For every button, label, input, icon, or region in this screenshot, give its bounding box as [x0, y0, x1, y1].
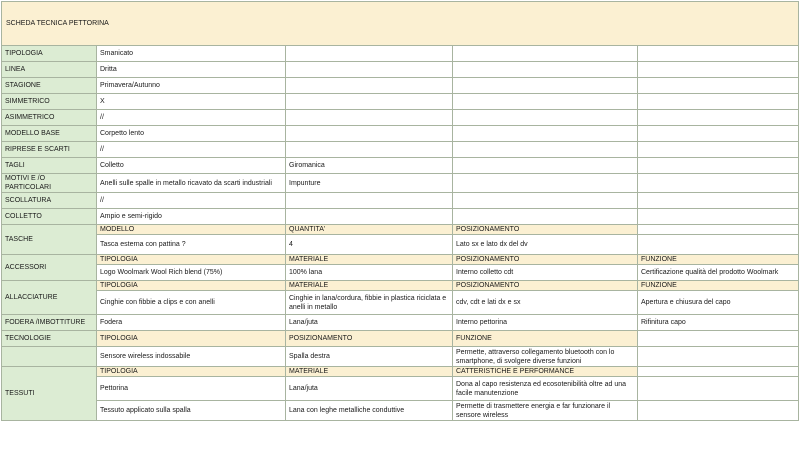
cell-colletto[interactable]: Ampio e semi-rigido — [97, 209, 286, 225]
label-tecnologie[interactable]: TECNOLOGIE — [2, 331, 97, 347]
empty-cell[interactable] — [638, 209, 799, 225]
label-tasche[interactable]: TASCHE — [2, 225, 97, 255]
accessori-header-posizionamento[interactable]: POSIZIONAMENTO — [453, 255, 638, 265]
empty-cell[interactable] — [453, 158, 638, 174]
accessori-materiale[interactable]: 100% lana — [286, 265, 453, 281]
tecnologie-tipologia[interactable]: Sensore wireless indossabile — [97, 347, 286, 367]
allacciature-header-funzione[interactable]: FUNZIONE — [638, 281, 799, 291]
empty-cell[interactable] — [453, 94, 638, 110]
tessuti-header-tipologia[interactable]: TIPOLOGIA — [97, 367, 286, 377]
cell-linea[interactable]: Dritta — [97, 62, 286, 78]
tessuti-row2-materiale[interactable]: Lana con leghe metalliche conduttive — [286, 401, 453, 421]
label-allacciature[interactable]: ALLACCIATURE — [2, 281, 97, 315]
label-motivi[interactable]: MOTIVI E /O PARTICOLARI — [2, 174, 97, 193]
label-scollatura[interactable]: SCOLLATURA — [2, 193, 97, 209]
cell-riprese[interactable]: // — [97, 142, 286, 158]
allacciature-materiale[interactable]: Cinghie in lana/cordura, fibbie in plastica riciclata e anelli in metallo — [286, 291, 453, 315]
tasche-header-posizionamento[interactable]: POSIZIONAMENTO — [453, 225, 638, 235]
tessuti-header-materiale[interactable]: MATERIALE — [286, 367, 453, 377]
empty-cell[interactable] — [638, 94, 799, 110]
empty-cell[interactable] — [638, 142, 799, 158]
empty-cell[interactable] — [286, 110, 453, 126]
label-modello-base[interactable]: MODELLO BASE — [2, 126, 97, 142]
technical-sheet-table — [1, 1, 799, 421]
tessuti-row2-caratteristiche[interactable]: Permette di trasmettere energia e far funzionare il sensore wireless — [453, 401, 638, 421]
cell-asimmetrico[interactable]: // — [97, 110, 286, 126]
label-tagli[interactable]: TAGLI — [2, 158, 97, 174]
label-colletto[interactable]: COLLETTO — [2, 209, 97, 225]
cell-tagli-2[interactable]: Giromanica — [286, 158, 453, 174]
empty-cell[interactable] — [453, 126, 638, 142]
tasche-header-modello[interactable]: MODELLO — [97, 225, 286, 235]
tasche-modello[interactable]: Tasca esterna con pattina ? — [97, 235, 286, 255]
tecnologie-header-posizionamento[interactable]: POSIZIONAMENTO — [286, 331, 453, 347]
cell-motivi-2[interactable]: Impunture — [286, 174, 453, 193]
empty-cell[interactable] — [638, 377, 799, 401]
empty-cell[interactable] — [286, 209, 453, 225]
label-stagione[interactable]: STAGIONE — [2, 78, 97, 94]
empty-cell[interactable] — [638, 110, 799, 126]
accessori-tipologia[interactable]: Logo Woolmark Wool Rich blend (75%) — [97, 265, 286, 281]
tessuti-header-caratteristiche[interactable]: CATTERISTICHE E PERFORMANCE — [453, 367, 638, 377]
empty-cell[interactable] — [453, 142, 638, 158]
tasche-header-quantita[interactable]: QUANTITA' — [286, 225, 453, 235]
label-tipologia[interactable]: TIPOLOGIA — [2, 46, 97, 62]
allacciature-header-posizionamento[interactable]: POSIZIONAMENTO — [453, 281, 638, 291]
cell-tagli[interactable]: Colletto — [97, 158, 286, 174]
tessuti-row1-tipologia[interactable]: Pettorina — [97, 377, 286, 401]
cell-tipologia[interactable]: Smanicato — [97, 46, 286, 62]
empty-cell[interactable] — [638, 193, 799, 209]
allacciature-funzione[interactable]: Apertura e chiusura del capo — [638, 291, 799, 315]
empty-cell[interactable] — [638, 225, 799, 235]
tecnologie-header-funzione[interactable]: FUNZIONE — [453, 331, 638, 347]
allacciature-header-materiale[interactable]: MATERIALE — [286, 281, 453, 291]
cell-scollatura[interactable]: // — [97, 193, 286, 209]
tessuti-row1-materiale[interactable]: Lana/juta — [286, 377, 453, 401]
empty-cell[interactable] — [638, 331, 799, 347]
empty-cell[interactable] — [286, 46, 453, 62]
label-accessori[interactable]: ACCESSORI — [2, 255, 97, 281]
empty-cell[interactable] — [638, 401, 799, 421]
empty-cell[interactable] — [638, 158, 799, 174]
label-empty[interactable] — [2, 347, 97, 367]
allacciature-posizionamento[interactable]: cdv, cdt e lati dx e sx — [453, 291, 638, 315]
empty-cell[interactable] — [638, 46, 799, 62]
empty-cell[interactable] — [453, 46, 638, 62]
tasche-posizionamento[interactable]: Lato sx e lato dx del dv — [453, 235, 638, 255]
empty-cell[interactable] — [453, 174, 638, 193]
empty-cell[interactable] — [638, 347, 799, 367]
cell-motivi[interactable]: Anelli sulle spalle in metallo ricavato da scarti industriali — [97, 174, 286, 193]
label-riprese[interactable]: RIPRESE E SCARTI — [2, 142, 97, 158]
tecnologie-funzione[interactable]: Permette, attraverso collegamento bluetooth con lo smartphone, di svolgere diverse funzioni — [453, 347, 638, 367]
empty-cell[interactable] — [638, 174, 799, 193]
allacciature-tipologia[interactable]: Cinghie con fibbie a clips e con anelli — [97, 291, 286, 315]
empty-cell[interactable] — [638, 62, 799, 78]
accessori-header-funzione[interactable]: FUNZIONE — [638, 255, 799, 265]
label-asimmetrico[interactable]: ASIMMETRICO — [2, 110, 97, 126]
empty-cell[interactable] — [638, 235, 799, 255]
fodera-posizionamento[interactable]: Interno pettorina — [453, 315, 638, 331]
accessori-posizionamento[interactable]: Interno colletto cdt — [453, 265, 638, 281]
empty-cell[interactable] — [286, 94, 453, 110]
empty-cell[interactable] — [453, 209, 638, 225]
empty-cell[interactable] — [453, 62, 638, 78]
empty-cell[interactable] — [286, 62, 453, 78]
cell-stagione[interactable]: Primavera/Autunno — [97, 78, 286, 94]
accessori-header-tipologia[interactable]: TIPOLOGIA — [97, 255, 286, 265]
tessuti-row1-caratteristiche[interactable]: Dona al capo resistenza ed ecosotenibilità oltre ad una facile manutenzione — [453, 377, 638, 401]
empty-cell[interactable] — [286, 142, 453, 158]
label-linea[interactable]: LINEA — [2, 62, 97, 78]
fodera-funzione[interactable]: Rifinitura capo — [638, 315, 799, 331]
tessuti-row2-tipologia[interactable]: Tessuto applicato sulla spalla — [97, 401, 286, 421]
fodera-tipologia[interactable]: Fodera — [97, 315, 286, 331]
empty-cell[interactable] — [453, 78, 638, 94]
empty-cell[interactable] — [453, 193, 638, 209]
tecnologie-header-tipologia[interactable]: TIPOLOGIA — [97, 331, 286, 347]
empty-cell[interactable] — [638, 78, 799, 94]
label-tessuti[interactable]: TESSUTI — [2, 367, 97, 421]
empty-cell[interactable] — [286, 78, 453, 94]
cell-modello-base[interactable]: Corpetto lento — [97, 126, 286, 142]
fodera-materiale[interactable]: Lana/juta — [286, 315, 453, 331]
accessori-funzione[interactable]: Certificazione qualità del prodotto Woolmark — [638, 265, 799, 281]
allacciature-header-tipologia[interactable]: TIPOLOGIA — [97, 281, 286, 291]
cell-simmetrico[interactable]: X — [97, 94, 286, 110]
empty-cell[interactable] — [638, 367, 799, 377]
tecnologie-posizionamento[interactable]: Spalla destra — [286, 347, 453, 367]
label-fodera[interactable]: FODERA /IMBOTTITURE — [2, 315, 97, 331]
sheet-title[interactable]: SCHEDA TECNICA PETTORINA — [2, 2, 799, 46]
tasche-quantita[interactable]: 4 — [286, 235, 453, 255]
empty-cell[interactable] — [286, 193, 453, 209]
accessori-header-materiale[interactable]: MATERIALE — [286, 255, 453, 265]
empty-cell[interactable] — [638, 126, 799, 142]
empty-cell[interactable] — [286, 126, 453, 142]
empty-cell[interactable] — [453, 110, 638, 126]
label-simmetrico[interactable]: SIMMETRICO — [2, 94, 97, 110]
